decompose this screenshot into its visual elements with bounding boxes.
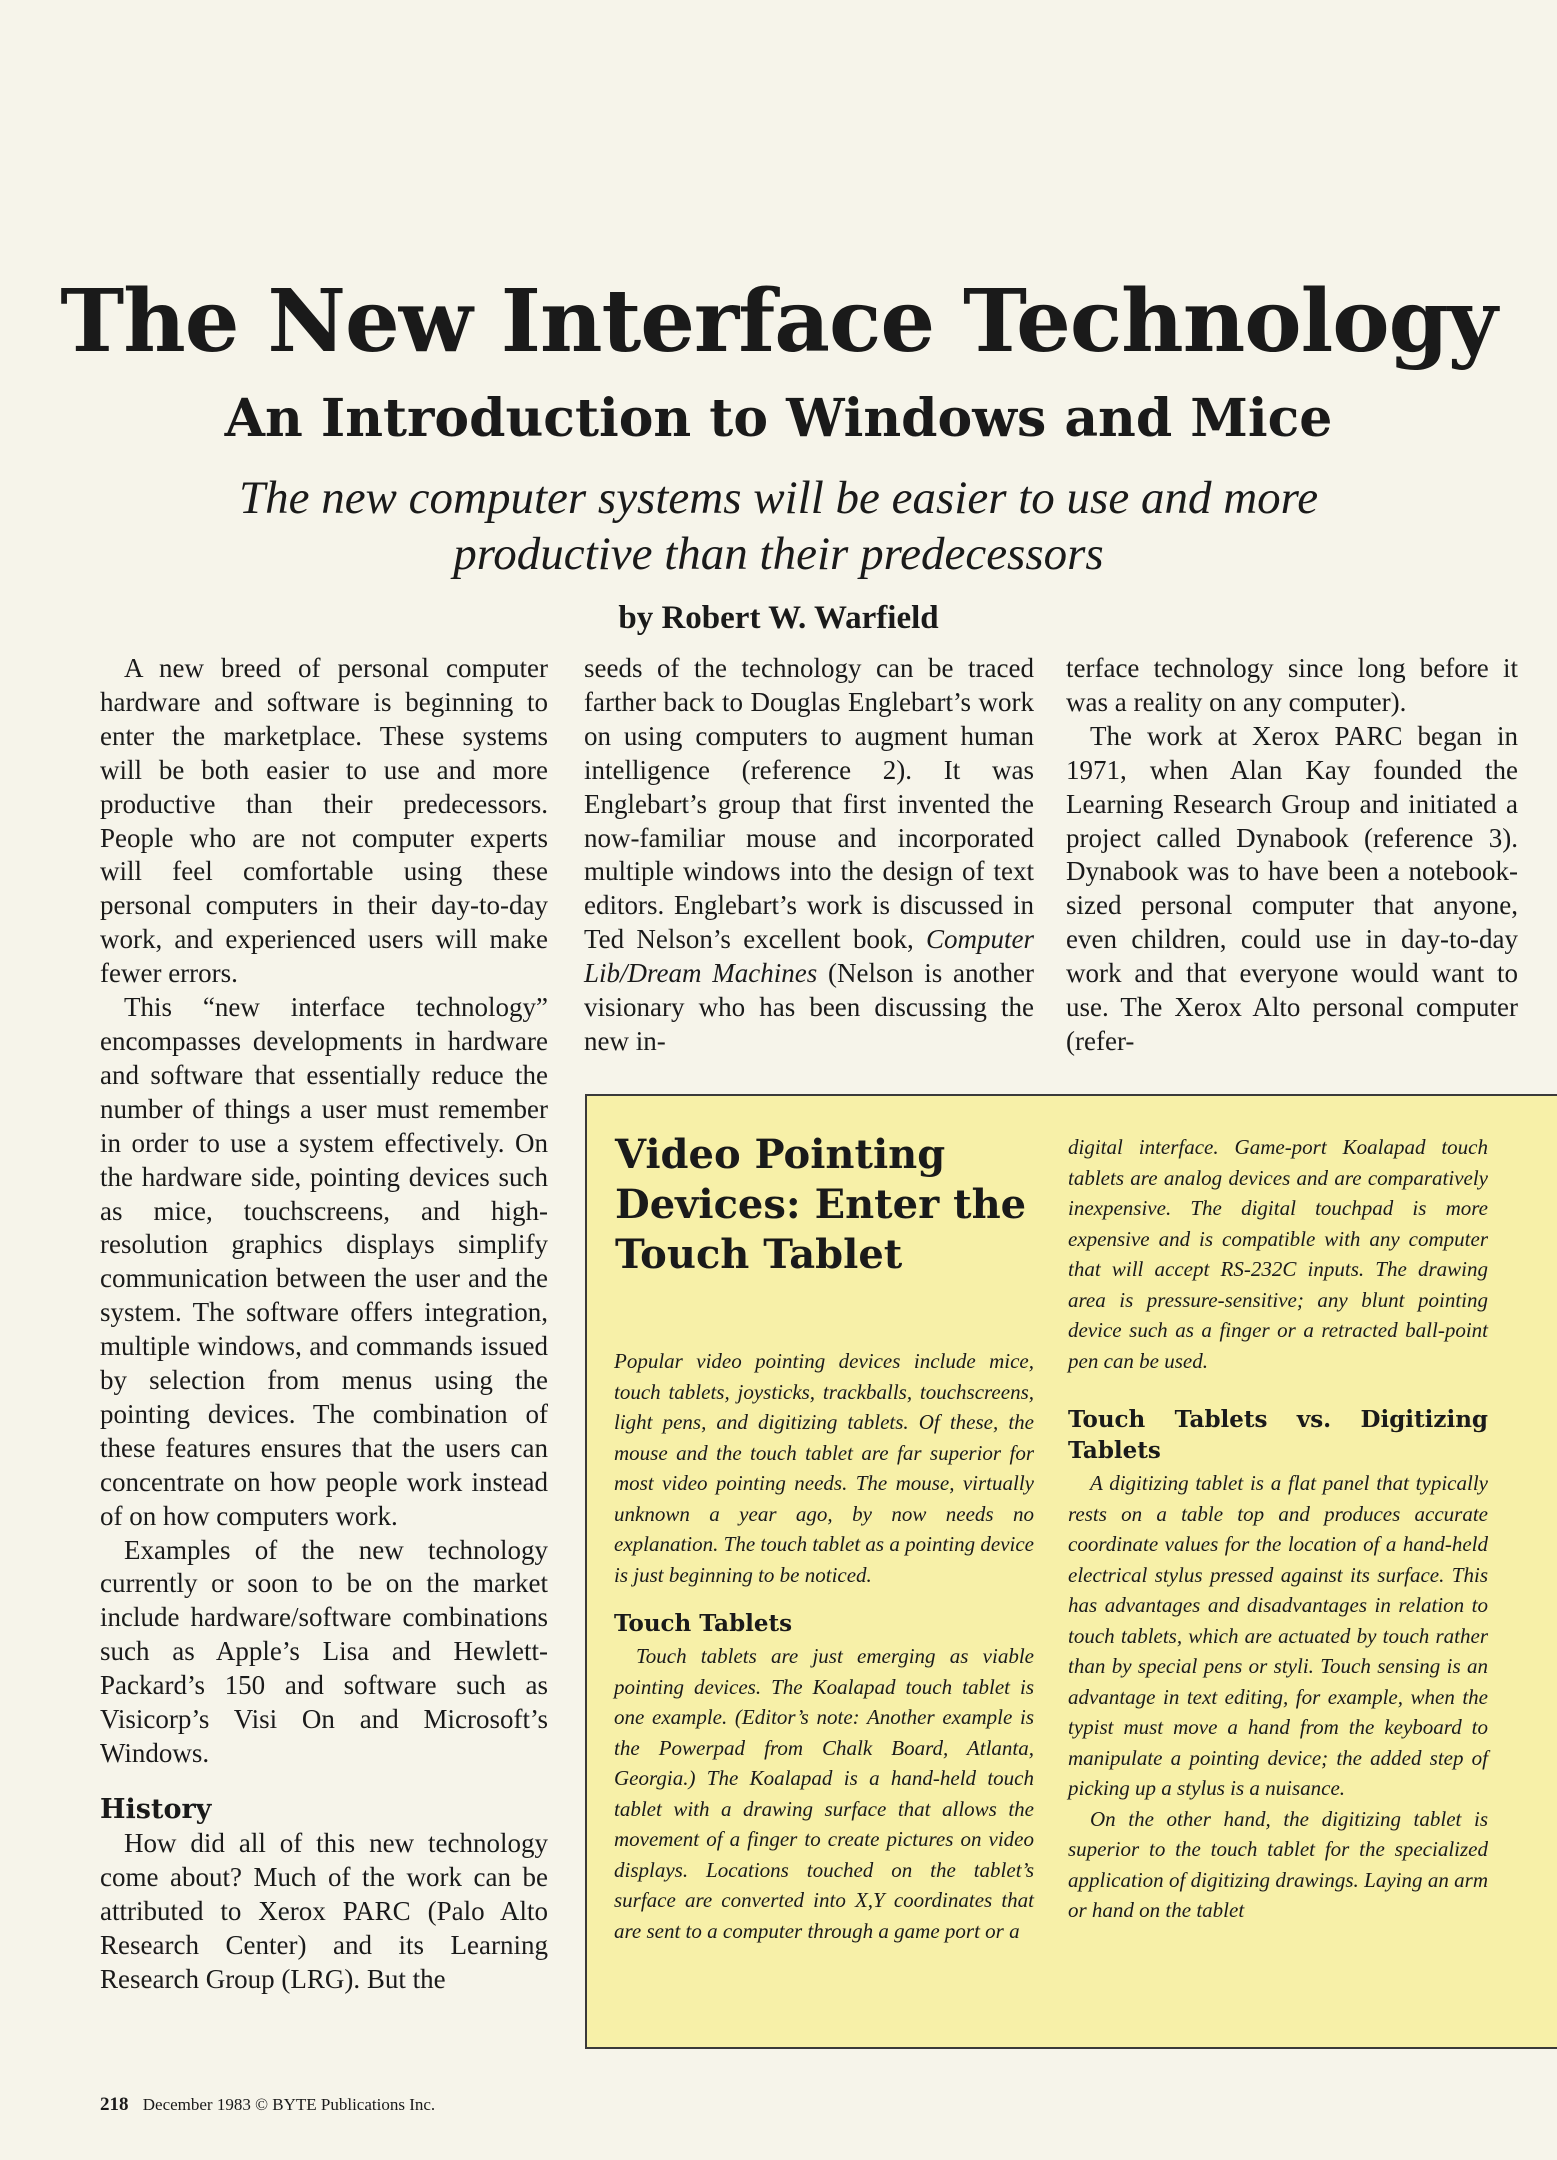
byline: by Robert W. Warfield bbox=[618, 600, 939, 636]
article-subtitle: An Introduction to Windows and Mice bbox=[224, 388, 1333, 449]
sidebar-title: Video Pointing Devices: Enter the Touch Tablet bbox=[615, 1131, 1027, 1278]
sidebar-heading-vs: Touch Tablets vs. Digitizing Tablets bbox=[1068, 1406, 1488, 1464]
sidebar-paragraph: A digitizing tablet is a flat panel that typically rests on a table top and produces accurate coordinate values for the location of a hand-held electrical stylus pressed against its surface. This has advantages and disadvantages in relation to touch tablets, which are actuated by touch rather than by special pens or styli. Touch sensing is an advantage in text editing, for example, when the typist must move a hand from the keyboard to manipulate a pointing device; the added step of picking up a stylus is a nuisance. bbox=[1068, 1471, 1488, 1800]
article-deck: The new computer systems will be easier to use and more productive than their predecessors bbox=[238, 472, 1319, 580]
body-text: (Nelson is another visionary who has been discussing the new in- bbox=[584, 958, 1034, 1056]
body-column-1 bbox=[100, 652, 548, 1996]
page-footer bbox=[100, 2094, 435, 2116]
body-column-3 bbox=[1066, 652, 1518, 1059]
footer-credit: December 1983 © BYTE Publications Inc. bbox=[142, 2095, 436, 2114]
book-title: Computer Lib/Dream Machines bbox=[584, 924, 1034, 989]
sidebar-paragraph: Popular video pointing devices include mice, touch tablets, joysticks, trackballs, touchscreens, light pens, and digitizing tablets. Of these, the mouse and the touch tablet are far superior for most video pointing needs. The mouse, virtually unknown a year ago, by now needs no explanation. The touch tablet as a pointing device is just beginning to be noticed. bbox=[614, 1349, 1034, 1587]
section-heading-history: History bbox=[100, 1793, 212, 1825]
body-paragraph: The work at Xerox PARC began in 1971, when Alan Kay founded the Learning Research Group and initiated a project called Dynabook (reference 3). Dynabook was to have been a notebook-sized personal computer that anyone, even children, could use in day-to-day work and that everyone would want to use. The Xerox Alto personal computer (refer- bbox=[1066, 720, 1518, 1056]
sidebar-box bbox=[585, 1094, 1557, 2049]
body-paragraph: A new breed of personal computer hardware and software is beginning to enter the marketplace. These systems will be both easier to use and more productive than their predecessors. People who are not computer experts will feel comfortable using these personal computers in their day-to-day work, and experienced users will make fewer errors. bbox=[100, 653, 548, 989]
body-paragraph bbox=[584, 652, 1034, 1059]
sidebar-column-1 bbox=[614, 1346, 1034, 1946]
sidebar-paragraph: digital interface. Game-port Koalapad touch tablets are analog devices and are comparatively inexpensive. The digital touchpad is more expensive and is compatible with any computer that will accept RS-232C inputs. The drawing area is pressure-sensitive; any blunt pointing device such as a finger or a retracted ball-point pen can be used. bbox=[1068, 1135, 1488, 1373]
sidebar-column-2 bbox=[1068, 1132, 1488, 1926]
body-text: seeds of the technology can be traced farther back to Douglas Englebart’s work on using computers to augment human intelligence (reference 2). It was Englebart’s group that first invented the now-familiar mouse and incorporated multiple windows into the design of text editors. Englebart’s work is discussed in Ted Nelson’s excellent book, bbox=[584, 653, 1034, 955]
sidebar-paragraph: Touch tablets are just emerging as viable pointing devices. The Koalapad touch tablet is one example. (Editor’s note: Another example is the Powerpad from Chalk Board, Atlanta, Georgia.) The Koalapad is a hand-held touch tablet with a drawing surface that allows the movement of a finger to create pictures on video displays. Locations touched on the tablet’s surface are converted into X,Y coordinates that are sent to a computer through a game port or a bbox=[614, 1644, 1034, 1943]
page-number: 218 bbox=[100, 2094, 129, 2115]
article-title: The New Interface Technology bbox=[60, 271, 1497, 372]
body-paragraph: This “new interface technology” encompasses developments in hardware and software that essentially reduce the number of things a user must remember in order to use a system effectively. On the hardware side, pointing devices such as mice, touchscreens, and high-resolution graphics displays simplify communication between the user and the system. The software offers integration, multiple windows, and commands issued by selection from menus using the pointing devices. The combination of these features ensures that the users can concentrate on how people work instead of on how computers work. bbox=[100, 992, 548, 1531]
sidebar-paragraph: On the other hand, the digitizing tablet is superior to the touch tablet for the specialized application of digitizing drawings. Laying an arm or hand on the tablet bbox=[1068, 1806, 1488, 1922]
body-paragraph: terface technology since long before it was a reality on any computer). bbox=[1066, 653, 1518, 717]
sidebar-heading-touch-tablets: Touch Tablets bbox=[614, 1610, 793, 1637]
body-column-2 bbox=[584, 652, 1034, 1059]
body-paragraph: How did all of this new technology come about? Much of the work can be attributed to Xerox PARC (Palo Alto Research Center) and its Learning Research Group (LRG). But the bbox=[100, 1827, 548, 1994]
body-paragraph: Examples of the new technology currently or soon to be on the market include hardware/software combinations such as Apple’s Lisa and Hewlett-Packard’s 150 and software such as Visicorp’s Visi On and Microsoft’s Windows. bbox=[100, 1534, 548, 1768]
